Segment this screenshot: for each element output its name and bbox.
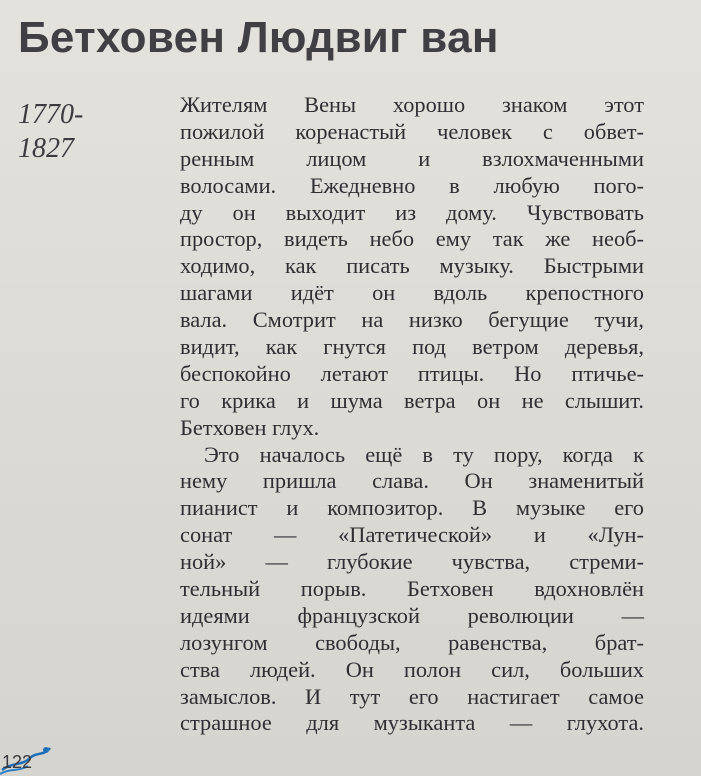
page-number: 122: [2, 752, 33, 772]
text-line: Бетховен глух.: [180, 414, 320, 440]
text-line: ду он выходит из дому. Чувствовать: [180, 199, 644, 225]
text-line: волосами. Ежедневно в любую пого-: [180, 172, 644, 198]
text-line: беспокойно летают птицы. Но птичье-: [180, 360, 644, 386]
text-line: простор, видеть небо ему так же необ-: [180, 226, 644, 252]
text-line: Это началось ещё в ту пору, когда к: [204, 441, 644, 467]
text-line: идеями французской революции —: [180, 602, 644, 628]
text-line: пианист и композитор. В музыке его: [180, 495, 644, 521]
text-line: страшное для музыканта — глухота.: [180, 710, 644, 736]
text-line: видит, как гнутся под ветром деревья,: [180, 334, 644, 360]
text-line: замыслов. И тут его настигает самое: [180, 683, 644, 709]
text-line: ходимо, как писать музыку. Быстрыми: [180, 253, 644, 279]
text-line: лозунгом свободы, равенства, брат-: [180, 629, 644, 655]
text-line: пожилой коренастый человек с обвет-: [180, 118, 644, 144]
text-line: нему пришла слава. Он знаменитый: [180, 468, 644, 494]
text-line: го крика и шума ветра он не слышит.: [180, 387, 644, 413]
birth-year: 1770-: [18, 99, 84, 130]
text-line: тельный порыв. Бетховен вдохновлён: [180, 576, 644, 602]
text-line: ренным лицом и взлохмаченными: [180, 145, 644, 171]
text-line: шагами идёт он вдоль крепостного: [180, 280, 644, 306]
paragraph-1: [180, 92, 644, 442]
text-line: ной» — глубокие чувства, стреми-: [180, 549, 644, 575]
death-year: 1827: [18, 133, 74, 164]
text-line: ства людей. Он полон сил, больших: [180, 656, 644, 682]
life-years: [18, 98, 83, 166]
paragraph-2: [180, 442, 644, 738]
text-line: вала. Смотрит на низко бегущие тучи,: [180, 307, 644, 333]
text-line: сонат — «Патетической» и «Лун-: [180, 522, 644, 548]
article-title: Бетховен Людвиг ван: [18, 13, 499, 62]
text-line: Жителям Вены хорошо знаком этот: [180, 92, 644, 117]
article-body: [180, 92, 644, 737]
